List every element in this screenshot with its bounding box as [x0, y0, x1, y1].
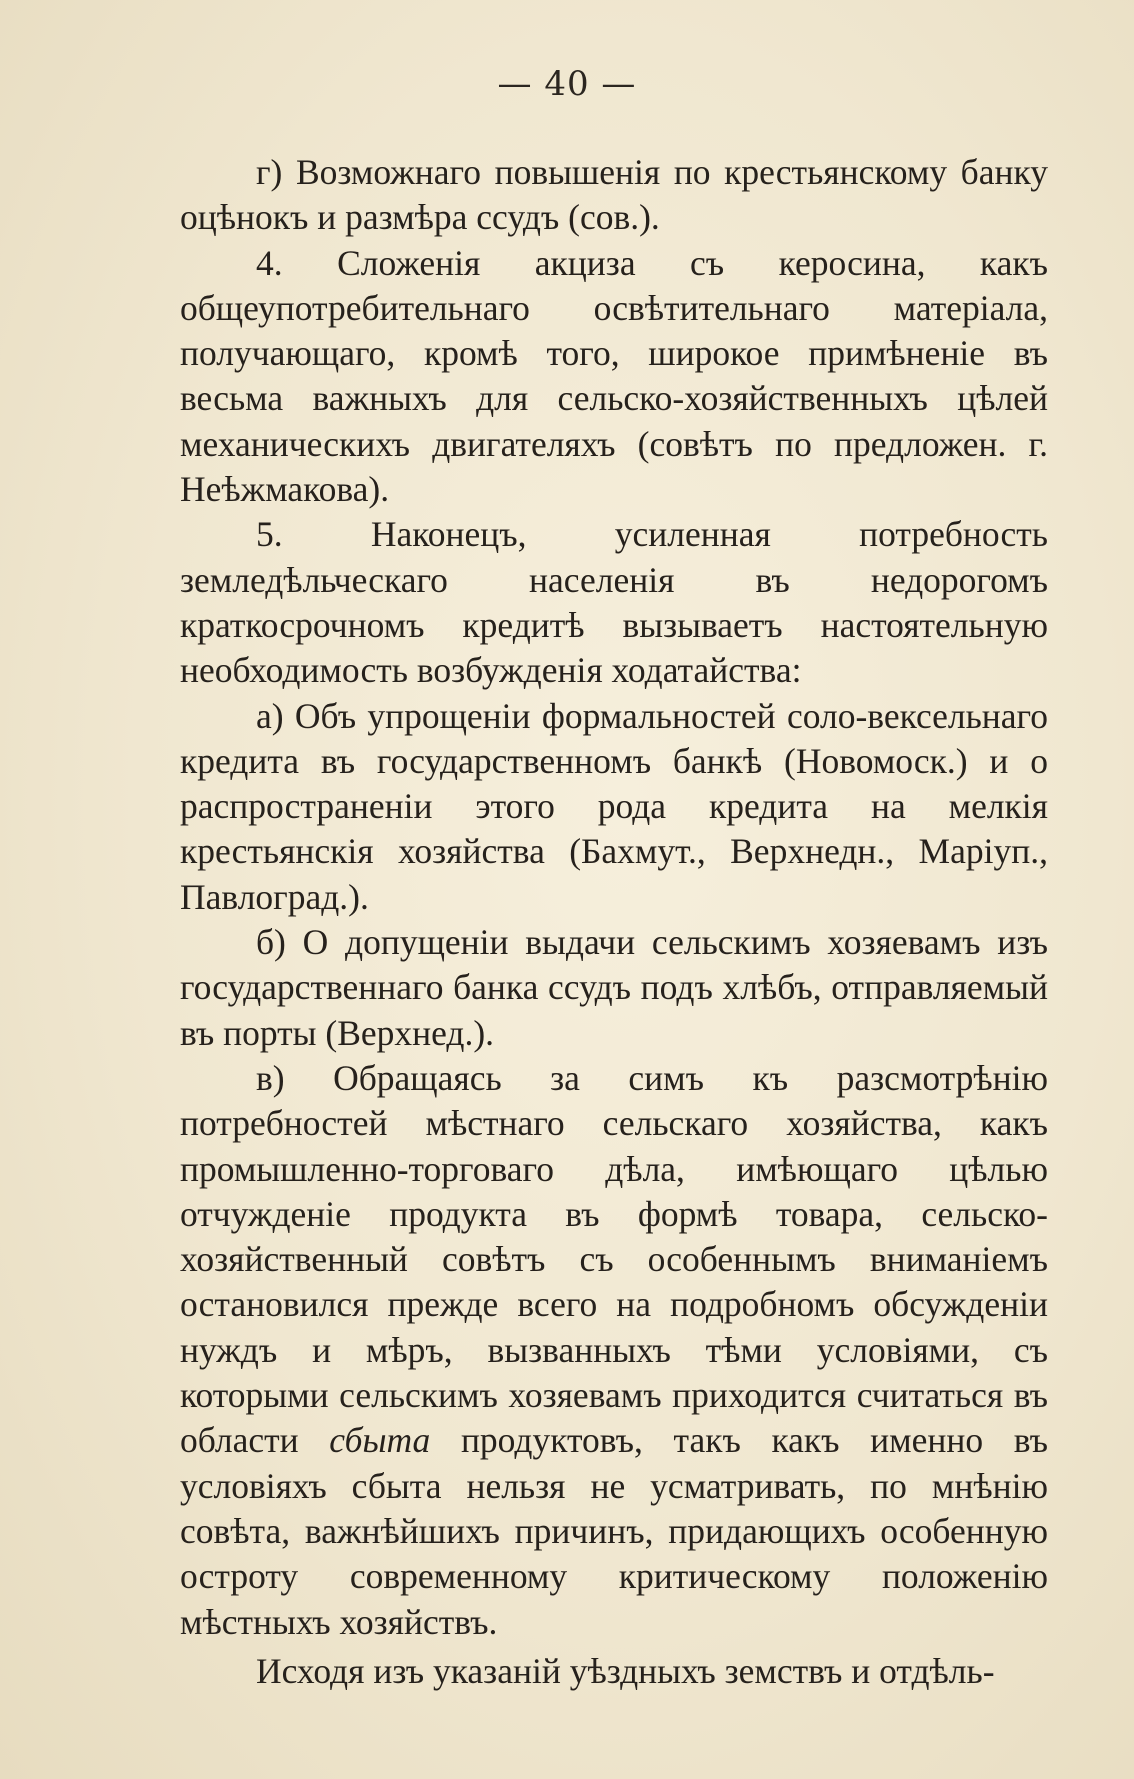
- paragraph-v: [180, 1056, 1048, 1645]
- paragraph-a: а) Объ упрощеніи формальностей соло-вексельнаго кредита въ государственномъ банкѣ (Новомоск.) и о распространеніи этого рода кредита на мелкія крестьянскія хозяйства (Бахмут., Верхнедн., Маріуп., Павлоград.).: [180, 695, 1048, 917]
- paragraph-g: г) Возможнаго повышенія по крестьянскому банку оцѣнокъ и размѣра ссудъ (сов.).: [180, 152, 1048, 238]
- page-number: — 40 —: [497, 64, 637, 104]
- body-text: [180, 150, 1048, 1694]
- paragraph-5: 5. Наконецъ, усиленная потребность земледѣльческаго населенія въ недорогомъ краткосрочномъ кредитѣ вызываетъ настоятельную необходимость возбужденія ходатайства:: [180, 514, 1048, 691]
- paragraph-v-text-before: в) Обращаясь за симъ къ разсмотрѣнію потребностей мѣстнаго сельскаго хозяйства, какъ промышленно-торговаго дѣла, имѣющаго цѣлью отчужденіе продукта въ формѣ товара, сельско-хозяйственный совѣтъ съ особеннымъ вниманіемъ остановился прежде всего на подробномъ обсужденіи нуждъ и мѣръ, вызванныхъ тѣми условіями, съ которыми сельскимъ хозяевамъ приходится считаться въ области: [180, 1057, 1048, 1461]
- paragraph-last: Исходя изъ указаній уѣздныхъ земствъ и отдѣль-: [256, 1650, 995, 1691]
- paragraph-4: 4. Сложенія акциза съ керосина, какъ общеупотребительнаго освѣтительнаго матеріала, получающаго, кромѣ того, широкое примѣненіе въ весьма важныхъ для сельско-хозяйственныхъ цѣлей механическихъ двигателяхъ (совѣтъ по предложен. г. Неѣжмакова).: [180, 242, 1048, 510]
- italic-word: сбыта: [329, 1420, 431, 1461]
- paragraph-v-text-after: продуктовъ, такъ какъ именно въ условіяхъ сбыта нельзя не усматривать, по мнѣнію совѣта, важнѣйшихъ причинъ, придающихъ особенную остроту современному критическому положенію мѣстныхъ хозяйствъ.: [180, 1420, 1048, 1642]
- paragraph-b: б) О допущеніи выдачи сельскимъ хозяевамъ изъ государственнаго банка ссудъ подъ хлѣбъ, отправляемый въ порты (Верхнед.).: [180, 922, 1048, 1053]
